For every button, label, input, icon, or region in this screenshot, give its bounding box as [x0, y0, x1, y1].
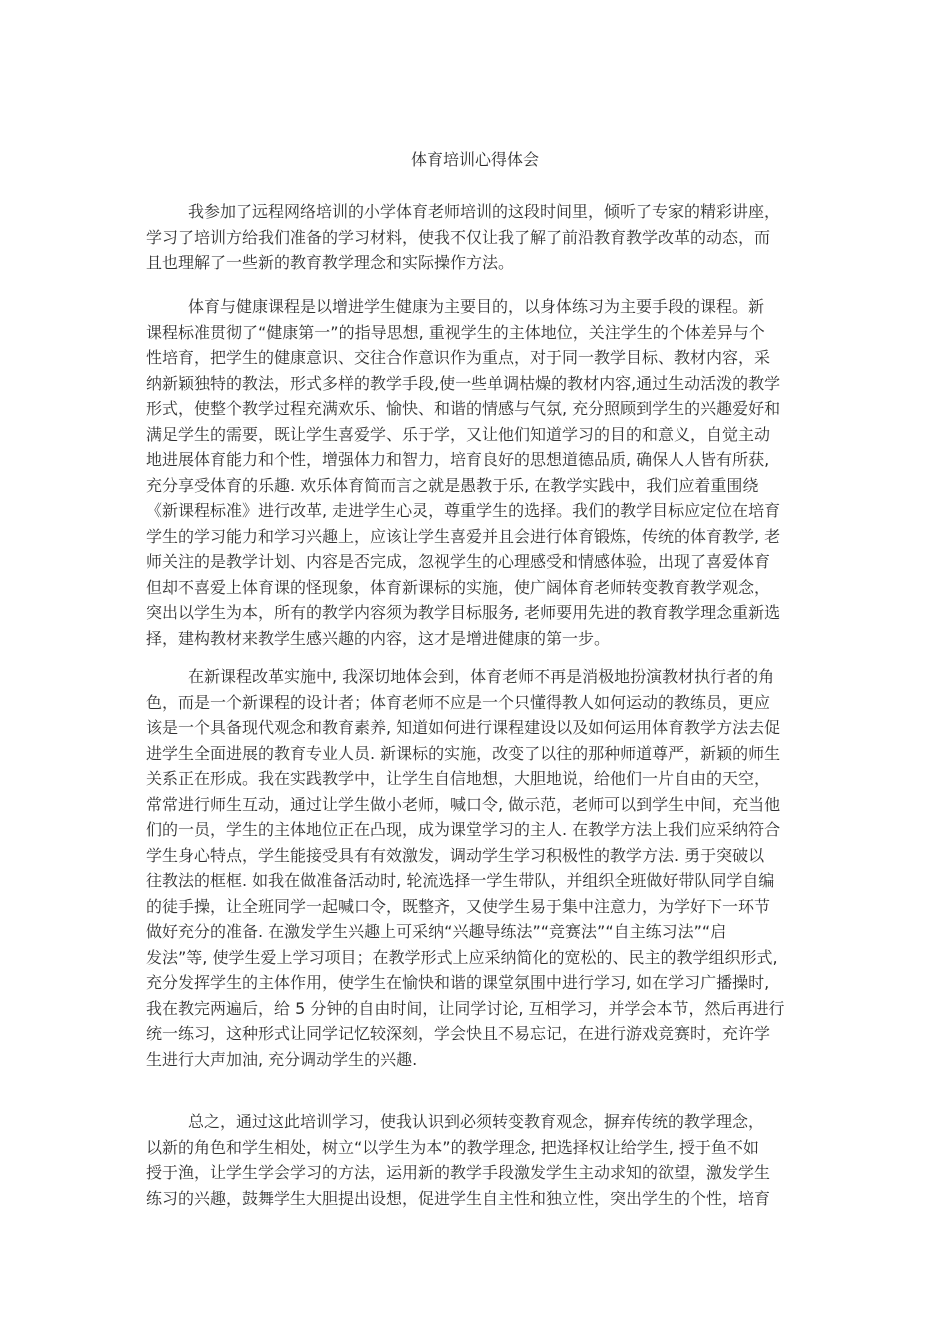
text-line: 常常进行师生互动，通过让学生做小老师，喊口令, 做示范，老师可以到学生中间，充当他	[146, 794, 781, 814]
document-title: 体育培训心得体会	[410, 150, 539, 169]
text-line: 关系正在形成。我在实践教学中，让学生自信地想，大胆地说，给他们一片自由的天空，	[146, 769, 771, 788]
text-line: 纳新颖独特的教法，形式多样的教学手段,使一些单调枯燥的教材内容,通过生动活泼的教学	[146, 373, 781, 393]
paragraph-conclusion	[146, 1109, 826, 1211]
text-line: 进学生全面进展的教育专业人员. 新课标的实施，改变了以往的那种师道尊严，新颖的师生	[146, 743, 781, 763]
paragraph-reform-practice	[146, 664, 826, 1072]
text-line: 们的一员，学生的主体地位正在凸现，成为课堂学习的主人. 在教学方法上我们应采纳符合	[146, 820, 781, 839]
text-line: 突出以学生为本，所有的教学内容须为教学目标服务, 老师要用先进的教育教学理念重新选	[146, 603, 781, 622]
text-line: 学生身心特点，学生能接受具有有效激发，调动学生学习积极性的教学方法. 勇于突破以	[146, 845, 765, 865]
text-line: 往教法的框框. 如我在做准备活动时, 轮流选择一学生带队，并组织全班做好带队同学自编	[146, 871, 775, 890]
text-line: 做好充分的准备. 在激发学生兴趣上可采纳“兴趣导练法”“竞赛法”“自主练习法”“启	[146, 922, 727, 941]
text-line: 统一练习，这种形式让同学记忆较深刻，学会快且不易忘记，在进行游戏竞赛时，充许学	[146, 1024, 771, 1043]
text-line: 且也理解了一些新的教育教学理念和实际操作方法。	[146, 253, 515, 272]
text-line: 色，而是一个新课程的设计者；体育老师不应是一个只懂得教人如何运动的教练员，更应	[146, 692, 771, 712]
text-line: 该是一个具备现代观念和教育素养, 知道如何进行课程建设以及如何运用体育教学方法去促	[146, 718, 781, 737]
text-line: 地进展体育能力和个性，增强体力和智力，培育良好的思想道德品质, 确保人人皆有所获,	[146, 450, 770, 469]
text-line: 形式，使整个教学过程充满欢乐、愉快、和谐的情感与气氛, 充分照顾到学生的兴趣爱好和	[146, 399, 781, 418]
text-line: 择，建构教材来教学生感兴趣的内容，这才是增进健康的第一步。	[146, 628, 611, 648]
text-line: 《新课程标准》进行改革, 走进学生心灵，尊重学生的选择。我们的教学目标应定位在培育	[146, 501, 781, 520]
text-line: 学习了培训方给我们准备的学习材料，使我不仅让我了解了前沿教育教学改革的动态，而	[146, 227, 771, 247]
text-line: 充分享受体育的乐趣. 欢乐体育简而言之就是愚教于乐, 在教学实践中，我们应着重围绕	[146, 475, 759, 495]
paragraph-curriculum	[146, 294, 826, 651]
text-line: 练习的兴趣，鼓舞学生大胆提出设想，促进学生自主性和独立性，突出学生的个性，培育	[146, 1188, 771, 1208]
text-line: 我在教完两遍后，给 5 分钟的自由时间，让同学讨论, 互相学习，并学会本节，然后再进行	[146, 998, 785, 1018]
text-line: 发法”等, 使学生爱上学习项目；在教学形式上应采纳简化的宽松的、民主的教学组织形式,	[146, 947, 778, 967]
text-line: 总之，通过这此培训学习，使我认识到必须转变教育观念，摒弃传统的教学理念，	[188, 1112, 765, 1131]
text-line: 但却不喜爱上体育课的怪现象，体育新课标的实施，使广阔体育老师转变教育教学观念，	[146, 577, 771, 597]
text-line: 学生的学习能力和学习兴趣上，应该让学生喜爱并且会进行体育锻炼，传统的体育教学, 老	[146, 526, 781, 546]
text-line: 的徒手操，让全班同学一起喊口令，既整齐，又使学生易于集中注意力，为学好下一环节	[146, 896, 771, 916]
text-line: 性培育，把学生的健康意识、交往合作意识作为重点，对于同一教学目标、教材内容，采	[146, 348, 771, 367]
text-line: 课程标准贯彻了“健康第一”的指导思想, 重视学生的主体地位，关注学生的个体差异与个	[146, 322, 765, 342]
text-line: 体育与健康课程是以增进学生健康为主要目的，以身体练习为主要手段的课程。新	[188, 297, 765, 316]
paragraph-intro	[146, 199, 826, 276]
text-line: 充分发挥学生的主体作用，使学生在愉快和谐的课堂氛围中进行学习, 如在学习广播操时,	[146, 973, 770, 992]
text-line: 师关注的是教学计划、内容是否完成，忽视学生的心理感受和情感体验，出现了喜爱体育	[146, 552, 771, 571]
text-line: 以新的角色和学生相处，树立“以学生为本”的教学理念, 把选择权让给学生, 授于鱼不如	[146, 1137, 759, 1157]
text-line: 授于渔，让学生学会学习的方法，运用新的教学手段激发学生主动求知的欲望，激发学生	[146, 1163, 771, 1182]
text-line: 满足学生的需要，既让学生喜爱学、乐于学，又让他们知道学习的目的和意义，自觉主动	[146, 424, 771, 444]
text-line: 在新课程改革实施中, 我深切地体会到，体育老师不再是消极地扮演教材执行者的角	[188, 667, 775, 686]
text-line: 生进行大声加油, 充分调动学生的兴趣.	[146, 1049, 418, 1069]
text-line: 我参加了远程网络培训的小学体育老师培训的这段时间里，倾听了专家的精彩讲座，	[188, 202, 781, 221]
